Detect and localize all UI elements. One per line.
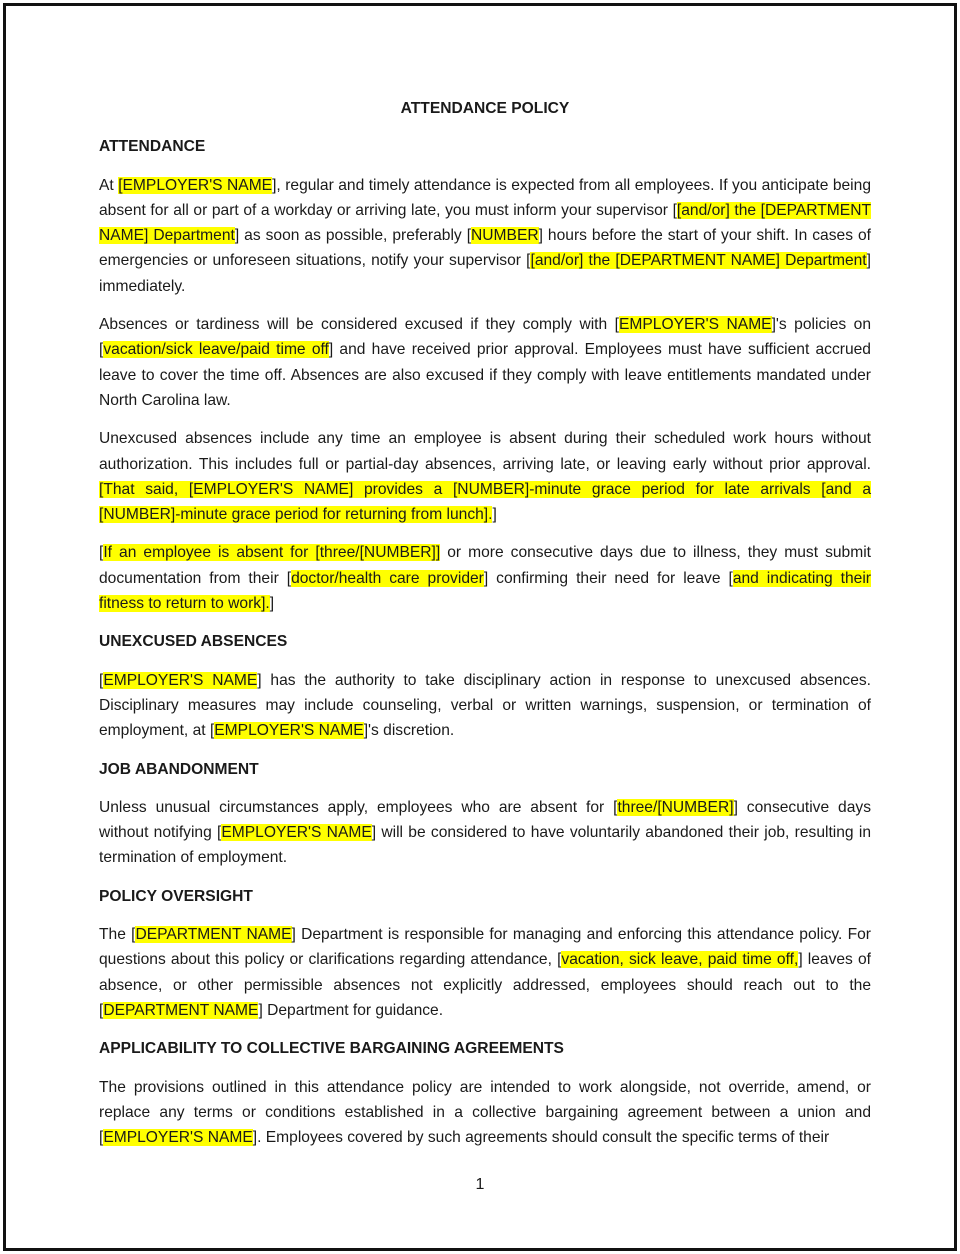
text-run: ] will be considered to have voluntarily abandoned their job, resulting in termination of employment. [99,824,872,867]
text-run: ] [269,595,275,613]
text-run: ] consecutive days without notifying [ [99,798,871,842]
highlighted-placeholder: doctor/health care provider [291,569,484,587]
text-run: [ [99,544,104,562]
highlighted-placeholder: If an employee is absent for [three/[NUMBER]] [103,544,441,562]
highlighted-placeholder: DEPARTMENT NAME [103,1001,259,1019]
highlighted-placeholder: EMPLOYER'S NAME [214,722,364,740]
text-run: ] Department is responsible for managing and enforcing this attendance policy. For questions about this policy or clarifications regarding attendance, [ [99,926,871,969]
body-paragraph [99,668,871,744]
section-heading: JOB ABANDONMENT [99,760,259,778]
text-run: ], regular and timely attendance is expected from all employees. If you anticipate being absent for all or part of a workday or arriving late, you must inform your supervisor [ [99,176,871,219]
body-paragraph [99,795,871,871]
text-run: ] as soon as possible, preferably [ [234,227,472,245]
text-run: ] confirming their need for leave [ [483,569,733,587]
highlighted-placeholder: EMPLOYER'S NAME [103,671,258,689]
text-run: ] Department for guidance. [258,1001,444,1019]
text-run: or more consecutive days due to illness, they must submit documentation from their [ [99,544,871,587]
text-run: ] has the authority to take disciplinary action in response to unexcused absences. Disciplinary measures may include counseling, verbal or written warnings, suspension, or termination of employment, at [ [99,671,871,740]
highlighted-placeholder: three/[NUMBER] [617,798,734,816]
text-run: Unexcused absences include any time an employee is absent during their scheduled work hours without authorization. This includes full or partial-day absences, arriving late, or leaving early without prior approval. [99,430,871,473]
section-heading: ATTENDANCE [99,138,206,156]
body-paragraph [99,173,871,299]
body-paragraph [99,922,871,1023]
text-run: The provisions outlined in this attendance policy are intended to work alongside, not override, amend, or replace any terms or conditions established in a collective bargaining agreement between a union and [ [99,1078,871,1147]
text-run: The [ [99,926,136,944]
highlighted-placeholder: EMPLOYER'S NAME [619,316,772,334]
text-run: ] hours before the start of your shift. In cases of emergencies or unforeseen situations, notify your supervisor [ [99,227,871,270]
text-run: ] leaves of absence, or other permissible absences not explicitly addressed, employees should reach out to the [ [99,951,872,1019]
text-run: ]. Employees covered by such agreements should consult the specific terms of their [252,1129,830,1147]
text-run: At [99,176,119,194]
highlighted-placeholder: [EMPLOYER'S NAME [118,176,273,194]
highlighted-placeholder: NUMBER [471,227,539,245]
highlighted-placeholder: vacation/sick leave/paid time off [103,341,329,359]
page-number: 1 [475,1176,485,1193]
text-run: ] immediately. [99,252,871,295]
section-heading: POLICY OVERSIGHT [99,887,253,905]
text-run: Absences or tardiness will be considered excused if they comply with [ [99,316,620,334]
text-run: ]'s discretion. [363,722,455,740]
body-paragraph [99,312,871,413]
text-run: [ [99,671,104,689]
body-paragraph [99,426,871,527]
highlighted-placeholder: and indicating their fitness to return to work]. [99,569,871,613]
highlighted-placeholder: [and/or] the [DEPARTMENT NAME] Department [530,252,867,270]
text-run: Unless unusual circumstances apply, employees who are absent for [ [99,798,618,816]
highlighted-placeholder: EMPLOYER'S NAME [103,1129,253,1147]
document-page [3,3,957,1251]
text-run: ] and have received prior approval. Employees must have sufficient accrued leave to cover the time off. Absences are also excused if they comply with leave entitlements mandated under North Carolina law. [99,341,871,409]
section-heading: UNEXCUSED ABSENCES [99,633,288,651]
body-paragraph [99,540,871,616]
text-run: ]'s policies on [ [99,316,872,359]
text-run: ] [492,506,497,524]
highlighted-placeholder: [and/or] the [DEPARTMENT NAME] Department [99,201,871,245]
highlighted-placeholder: DEPARTMENT NAME [135,926,292,944]
highlighted-placeholder: vacation, sick leave, paid time off, [561,951,799,969]
document-title: ATTENDANCE POLICY [400,100,570,117]
highlighted-placeholder: [That said, [EMPLOYER'S NAME] provides a [NUMBER]-minute grace period for late arrivals [and a [NUMBER]-minute grace period for returning from lunch]. [99,480,871,524]
highlighted-placeholder: EMPLOYER'S NAME [221,824,372,842]
document-body [99,96,871,1163]
body-paragraph [99,1075,871,1151]
section-heading: APPLICABILITY TO COLLECTIVE BARGAINING AGREEMENTS [99,1040,564,1058]
